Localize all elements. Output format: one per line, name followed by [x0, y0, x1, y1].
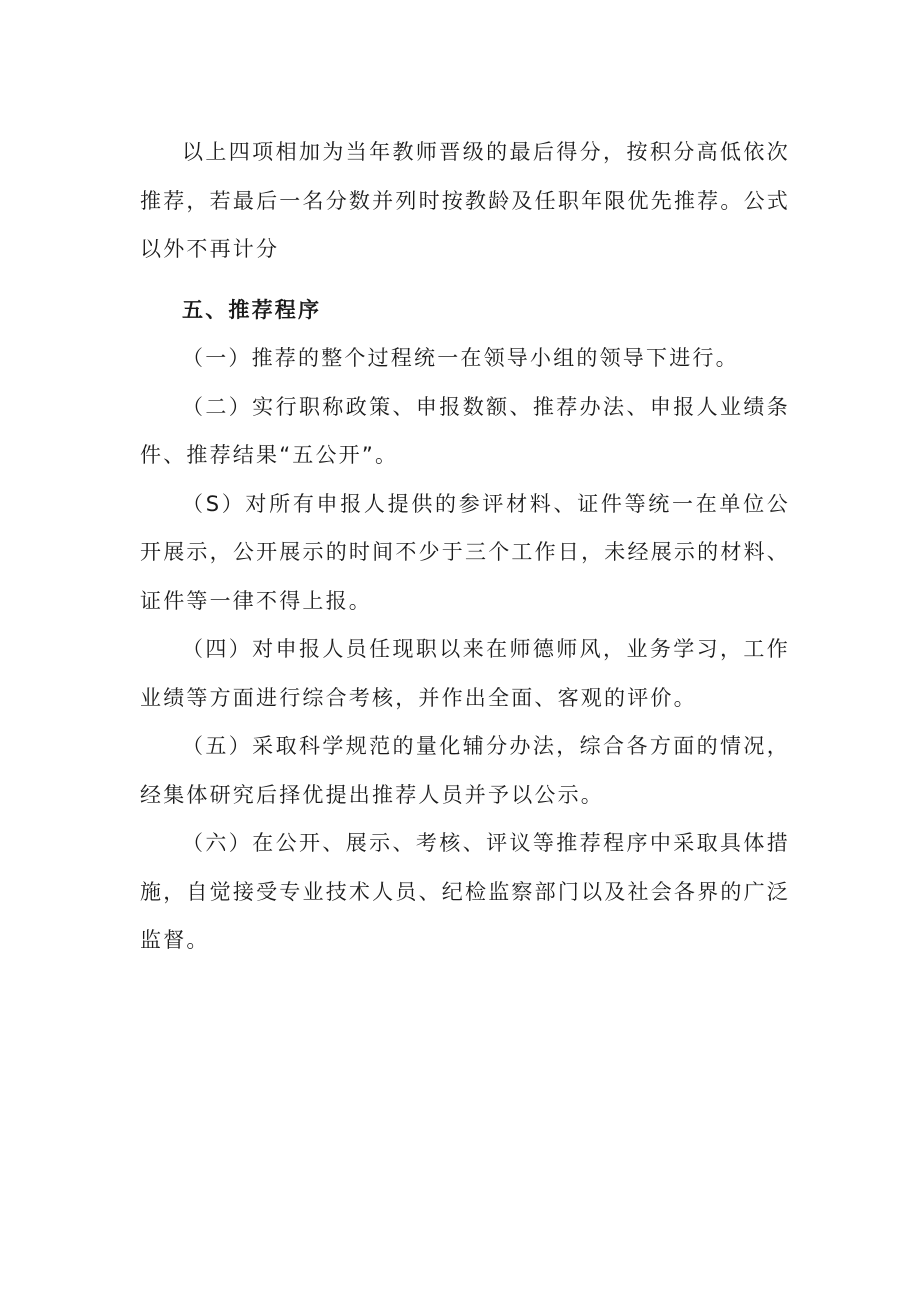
- procedure-item-6: （六）在公开、展示、考核、评议等推荐程序中采取具体措施，自觉接受专业技术人员、纪检监察部门以及社会各界的广泛监督。: [140, 831, 790, 952]
- procedure-item-4: （四）对申报人员任现职以来在师德师风，业务学习，工作业绩等方面进行综合考核，并作出全面、客观的评价。: [140, 637, 790, 710]
- procedure-item-1: （一）推荐的整个过程统一在领导小组的领导下进行。: [182, 346, 739, 370]
- section-heading: 五、推荐程序: [182, 297, 322, 322]
- procedure-item-5: （五）采取科学规范的量化辅分办法，综合各方面的情况，经集体研究后择优提出推荐人员并予以公示。: [140, 734, 790, 807]
- document-body: [140, 128, 790, 965]
- procedure-item-2: （二）实行职称政策、申报数额、推荐办法、申报人业绩条件、推荐结果“五公开”。: [140, 394, 790, 467]
- paragraph-scoring-summary: 以上四项相加为当年教师晋级的最后得分，按积分高低依次推荐，若最后一名分数并列时按教龄及任职年限优先推荐。公式以外不再计分: [140, 140, 790, 261]
- procedure-item-3: （S）对所有申报人提供的参评材料、证件等统一在单位公开展示，公开展示的时间不少于三个工作日，未经展示的材料、证件等一律不得上报。: [140, 491, 790, 613]
